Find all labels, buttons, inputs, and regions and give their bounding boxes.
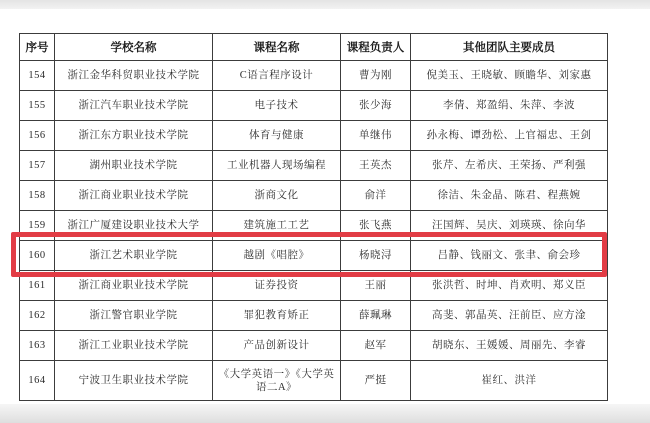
header-row [20, 34, 608, 61]
cell-course-leader: 俞洋 [341, 181, 411, 211]
cell-course-leader: 严挺 [341, 361, 411, 401]
cell-course-leader: 张飞燕 [341, 211, 411, 241]
cell-team-members: 李倩、郑盈绢、朱萍、李波 [411, 91, 608, 121]
cell-school-name: 浙江广厦建设职业技术大学 [55, 211, 213, 241]
cell-course-leader: 曹为刚 [341, 61, 411, 91]
table-row [20, 211, 608, 241]
cell-team-members: 汪国辉、吴庆、刘瑛瑛、徐向华 [411, 211, 608, 241]
cell-serial-number: 155 [20, 91, 55, 121]
table-row [20, 181, 608, 211]
cell-course-leader: 单继伟 [341, 121, 411, 151]
cell-school-name: 浙江商业职业技术学院 [55, 271, 213, 301]
cell-course-leader: 薛珮琳 [341, 301, 411, 331]
table-row [20, 271, 608, 301]
cell-serial-number: 164 [20, 361, 55, 401]
cell-course-leader: 王英杰 [341, 151, 411, 181]
cell-school-name: 浙江工业职业技术学院 [55, 331, 213, 361]
cell-team-members: 吕静、钱丽文、张聿、俞会珍 [411, 241, 608, 271]
cell-course-leader: 杨晓浔 [341, 241, 411, 271]
cell-serial-number: 160 [20, 241, 55, 271]
header-serial-number: 序号 [20, 34, 55, 61]
header-course-name: 课程名称 [213, 34, 341, 61]
table-row-highlighted [20, 241, 608, 271]
cell-team-members: 张芹、左希庆、王荣扬、严利强 [411, 151, 608, 181]
table-row [20, 361, 608, 401]
cell-school-name: 浙江警官职业学院 [55, 301, 213, 331]
cell-team-members: 张洪哲、时坤、肖欢明、郑义臣 [411, 271, 608, 301]
cell-serial-number: 161 [20, 271, 55, 301]
cell-team-members: 胡晓东、王媛媛、周丽先、李睿 [411, 331, 608, 361]
cell-course-name: 建筑施工工艺 [213, 211, 341, 241]
cell-course-name: 《大学英语一》《大学英语二A》 [213, 361, 341, 401]
table-row [20, 121, 608, 151]
cell-serial-number: 157 [20, 151, 55, 181]
cell-school-name: 湖州职业技术学院 [55, 151, 213, 181]
cell-serial-number: 162 [20, 301, 55, 331]
photo-edge-top [0, 0, 650, 9]
cell-course-name: C语言程序设计 [213, 61, 341, 91]
cell-serial-number: 154 [20, 61, 55, 91]
cell-course-name: 越剧《唱腔》 [213, 241, 341, 271]
header-school-name: 学校名称 [55, 34, 213, 61]
photo-edge-bottom [0, 404, 650, 423]
table-row [20, 61, 608, 91]
cell-team-members: 崔红、洪洋 [411, 361, 608, 401]
cell-serial-number: 159 [20, 211, 55, 241]
cell-course-name: 体育与健康 [213, 121, 341, 151]
cell-team-members: 徐洁、朱金晶、陈君、程燕婉 [411, 181, 608, 211]
table-row [20, 91, 608, 121]
cell-course-name: 电子技术 [213, 91, 341, 121]
cell-school-name: 浙江汽车职业技术学院 [55, 91, 213, 121]
cell-team-members: 孙永梅、谭劲松、上官福忠、王剑 [411, 121, 608, 151]
cell-school-name: 浙江艺术职业学院 [55, 241, 213, 271]
header-course-leader: 课程负责人 [341, 34, 411, 61]
table-row [20, 331, 608, 361]
cell-team-members: 高斐、郭晶英、汪前臣、应方淦 [411, 301, 608, 331]
cell-course-name: 浙商文化 [213, 181, 341, 211]
header-team-members: 其他团队主要成员 [411, 34, 608, 61]
cell-course-name: 工业机器人现场编程 [213, 151, 341, 181]
cell-serial-number: 156 [20, 121, 55, 151]
cell-course-leader: 王丽 [341, 271, 411, 301]
cell-school-name: 浙江东方职业技术学院 [55, 121, 213, 151]
cell-course-name: 罪犯教育矫正 [213, 301, 341, 331]
cell-school-name: 宁波卫生职业技术学院 [55, 361, 213, 401]
cell-school-name: 浙江商业职业技术学院 [55, 181, 213, 211]
course-list-table [19, 33, 608, 401]
cell-course-name: 证券投资 [213, 271, 341, 301]
cell-school-name: 浙江金华科贸职业技术学院 [55, 61, 213, 91]
table-row [20, 151, 608, 181]
cell-team-members: 倪美玉、王晓敏、顾瞻华、刘家惠 [411, 61, 608, 91]
cell-serial-number: 163 [20, 331, 55, 361]
cell-course-leader: 张少海 [341, 91, 411, 121]
table-row [20, 301, 608, 331]
cell-course-leader: 赵军 [341, 331, 411, 361]
cell-serial-number: 158 [20, 181, 55, 211]
cell-course-name: 产品创新设计 [213, 331, 341, 361]
